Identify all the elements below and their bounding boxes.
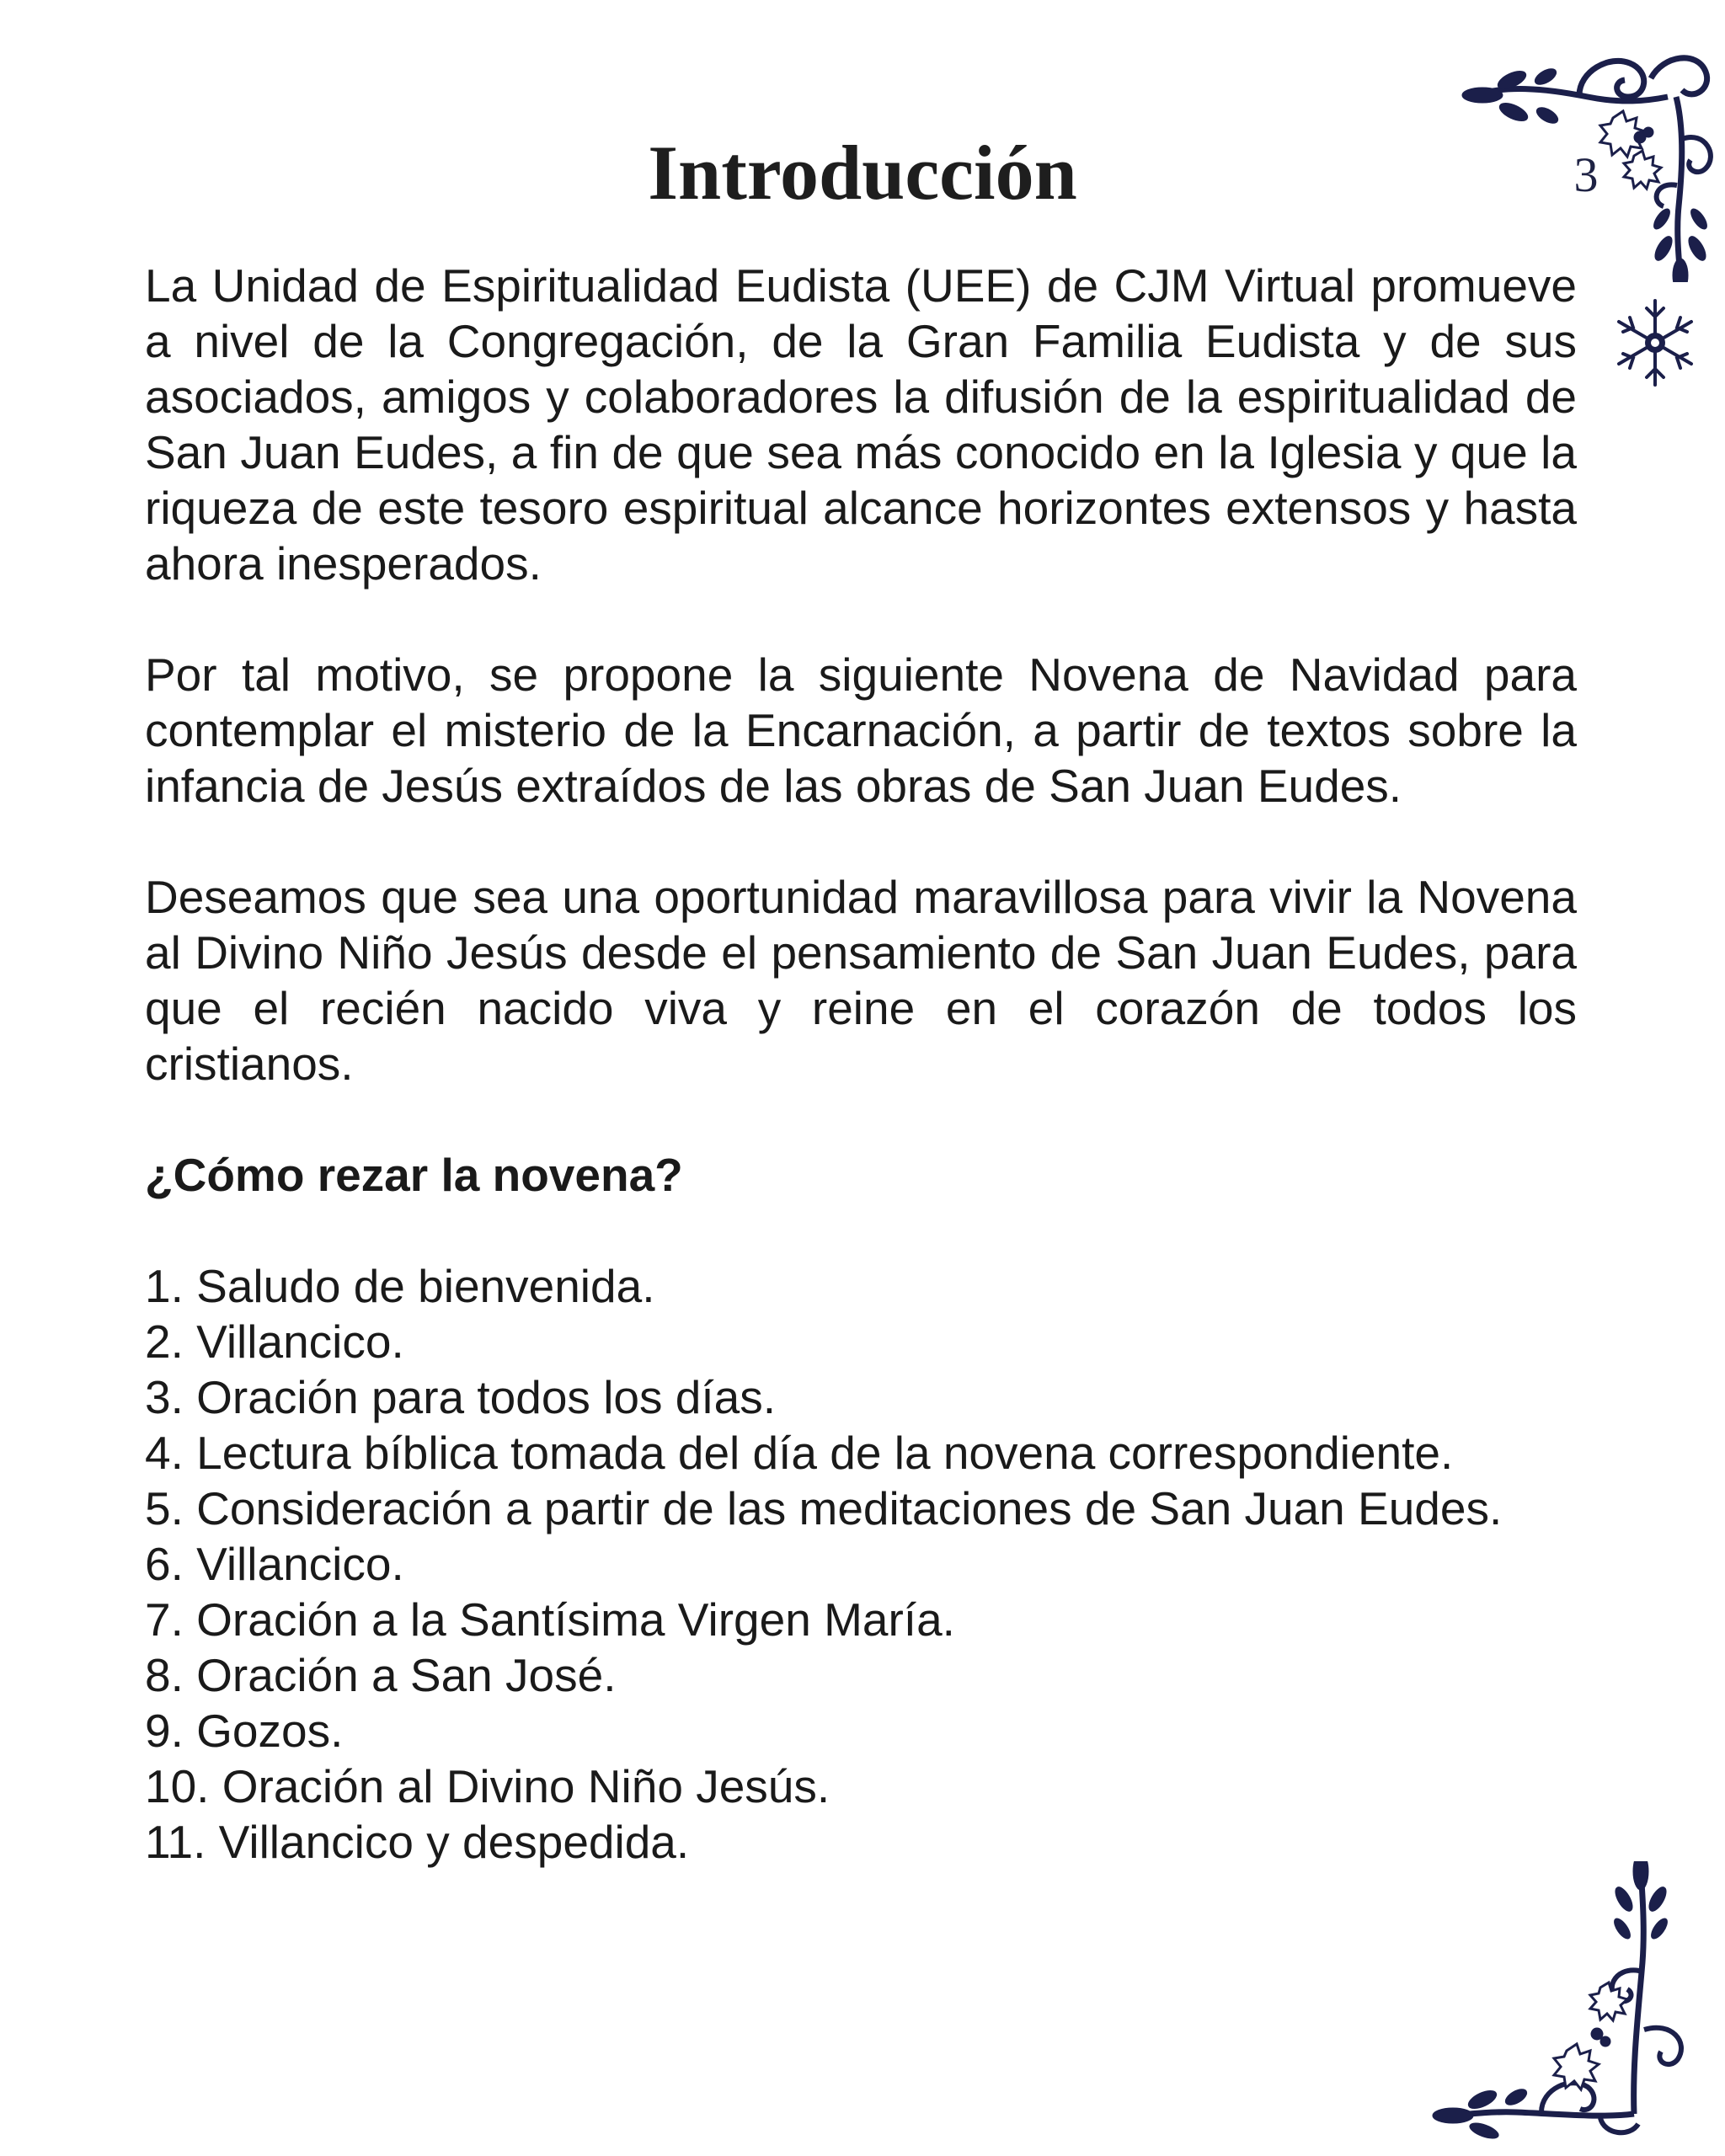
list-item: 5. Consideración a partir de las meditaciones de San Juan Eudes. xyxy=(145,1482,1503,1534)
intro-paragraph-2: Por tal motivo, se propone la siguiente Novena de Navidad para contemplar el misterio de la Encarnación, a partir de textos sobre la infancia de Jesús extraídos de las obras de San Juan Eudes. xyxy=(145,648,1577,812)
bottom-corner-holly-ornament-icon xyxy=(1432,1861,1701,2139)
list-item: 10. Oración al Divino Niño Jesús. xyxy=(145,1760,830,1812)
how-to-pray-heading: ¿Cómo rezar la novena? xyxy=(145,1149,683,1201)
list-item: 2. Villancico. xyxy=(145,1315,404,1368)
list-item: 8. Oración a San José. xyxy=(145,1649,617,1701)
intro-paragraph-1: La Unidad de Espiritualidad Eudista (UEE) de CJM Virtual promueve a nivel de la Congregación, de la Gran Familia Eudista y de sus asociados, amigos y colaboradores la difusión de la espiritualidad de San Juan Eudes, a fin de que sea más conocido en la Iglesia y que la riqueza de este tesoro espiritual alcance horizontes extensos y hasta ahora inesperados. xyxy=(145,259,1577,590)
intro-paragraph-3: Deseamos que sea una oportunidad maravillosa para vivir la Novena al Divino Niño Jesús desde el pensamiento de San Juan Eudes, para que el recién nacido viva y reine en el corazón de todos los cristianos. xyxy=(145,871,1577,1090)
list-item: 9. Gozos. xyxy=(145,1705,344,1757)
page-number: 3 xyxy=(1573,147,1599,202)
list-item: 11. Villancico y despedida. xyxy=(145,1816,690,1868)
snowflake-ornament-icon xyxy=(1613,296,1697,389)
list-item: 1. Saludo de bienvenida. xyxy=(145,1260,655,1312)
list-item: 7. Oración a la Santísima Virgen María. xyxy=(145,1593,955,1646)
list-item: 4. Lectura bíblica tomada del día de la novena correspondiente. xyxy=(145,1427,1454,1479)
list-item: 3. Oración para todos los días. xyxy=(145,1371,777,1423)
page-title: Introducción xyxy=(648,130,1077,216)
introduction-body xyxy=(145,258,1577,1870)
list-item: 6. Villancico. xyxy=(145,1538,404,1590)
novena-steps-list xyxy=(145,1258,1577,1870)
